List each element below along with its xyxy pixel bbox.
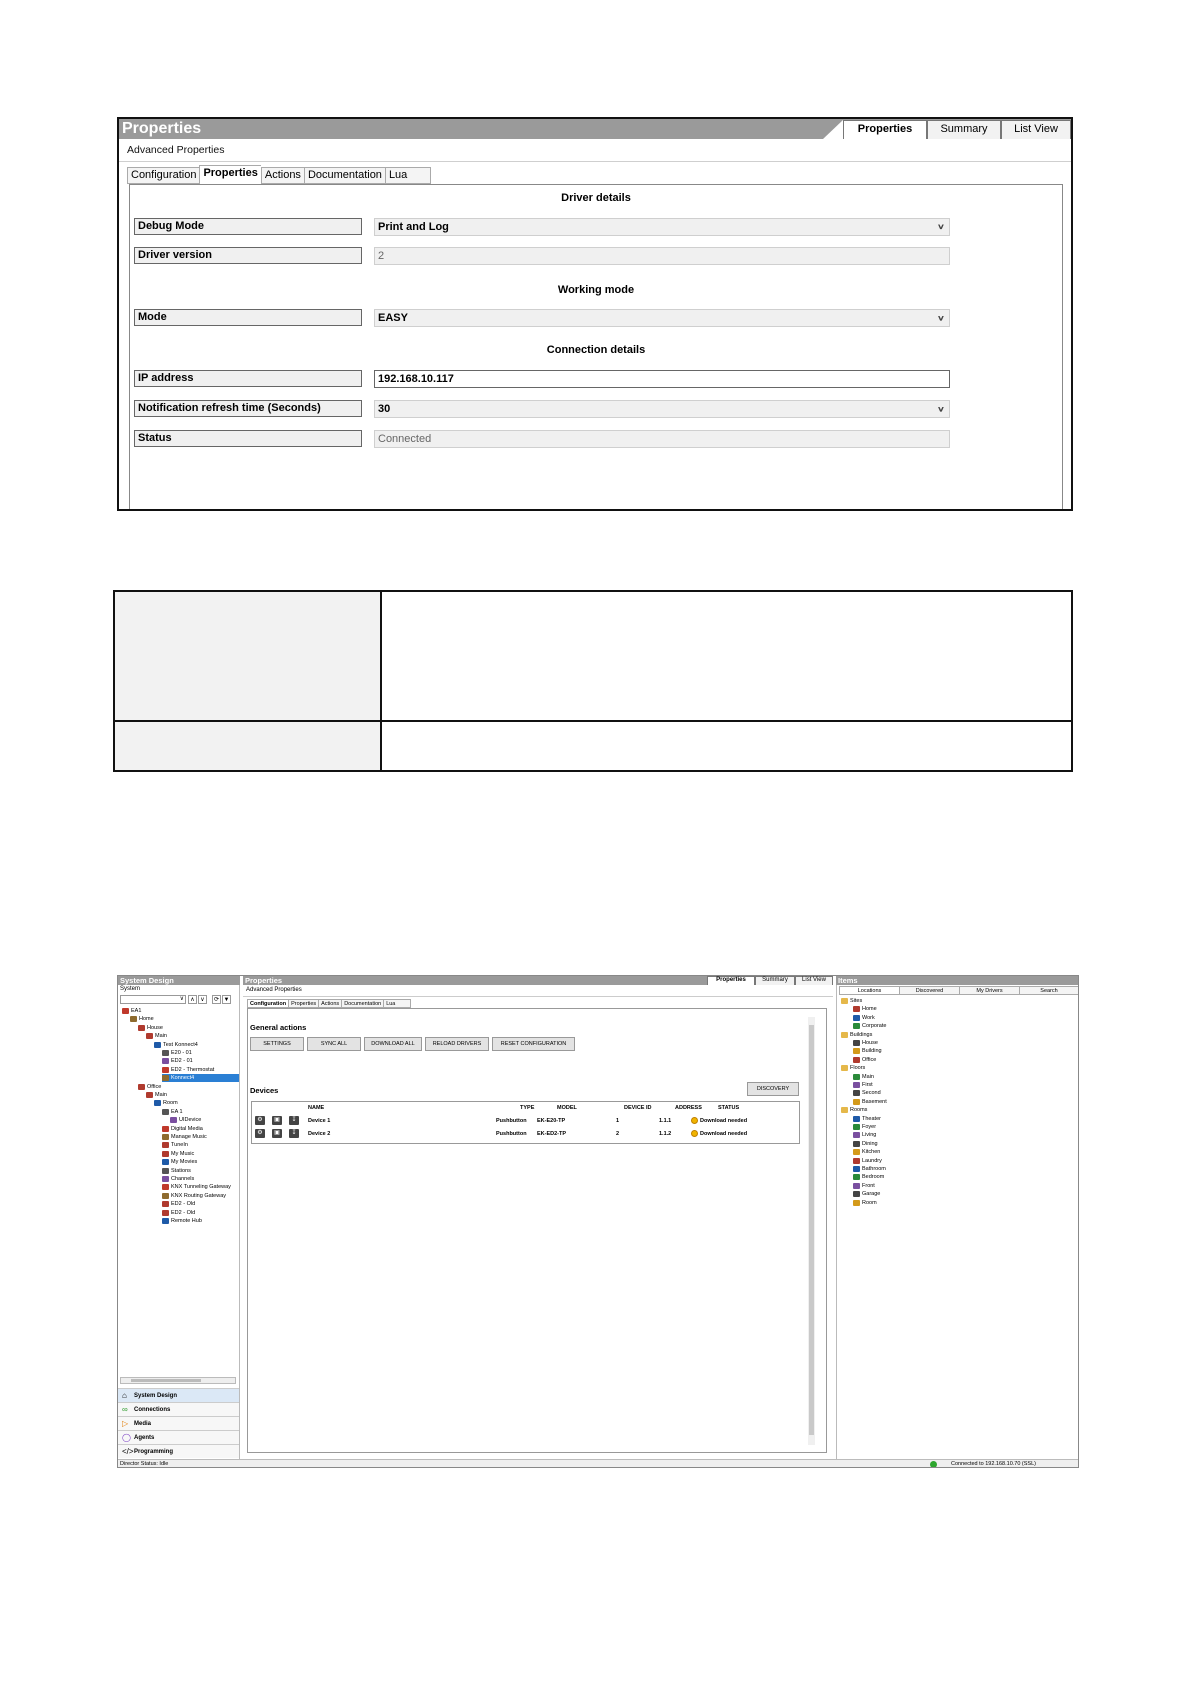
location-item[interactable]: [853, 1165, 886, 1173]
refresh-time-label: Notification refresh time (Seconds): [134, 400, 362, 417]
tree-node-icon: [146, 1033, 153, 1039]
device-status: Download needed: [700, 1118, 748, 1124]
folder-icon: [841, 1032, 848, 1038]
tree-node-label: My Movies: [171, 1159, 198, 1166]
download-icon[interactable]: ↧: [289, 1116, 299, 1125]
items-tabs: [839, 986, 1079, 995]
tree-node[interactable]: [162, 1125, 203, 1133]
properties-header-title: Properties: [245, 976, 283, 985]
tab-my-drivers[interactable]: My Drivers: [959, 986, 1019, 995]
tree-node-icon: [162, 1058, 169, 1064]
location-item[interactable]: [853, 1173, 884, 1181]
device-address: 1.1.1: [659, 1118, 672, 1124]
status-field: Connected: [374, 430, 950, 448]
location-item[interactable]: [853, 1022, 886, 1030]
device-id: 2: [616, 1131, 620, 1137]
location-label: First: [862, 1082, 873, 1088]
location-item[interactable]: [853, 1199, 877, 1207]
location-icon: [853, 1023, 860, 1029]
location-item[interactable]: [853, 1005, 877, 1013]
properties-window: [117, 117, 1073, 511]
tab-wedge: [823, 120, 843, 139]
tree-node-icon: [122, 1008, 129, 1014]
properties-tabs: [127, 167, 431, 184]
tree-node-label: Main: [155, 1092, 167, 1098]
nav-media[interactable]: [118, 1416, 239, 1430]
status-label: Status: [134, 430, 362, 447]
table-row-divider: [115, 720, 1071, 722]
tree-node[interactable]: [130, 1015, 154, 1023]
tree-node[interactable]: [162, 1192, 226, 1200]
tab-summary-view[interactable]: Summary: [927, 120, 1001, 139]
device-name: Device 2: [308, 1131, 331, 1137]
tree-node-icon: [162, 1134, 169, 1140]
tree-node-label: ED2 - Thermostat: [171, 1066, 215, 1073]
vertical-scrollbar[interactable]: [808, 1017, 815, 1445]
tree-node[interactable]: [162, 1175, 194, 1183]
tree-node-label: Channels: [171, 1176, 195, 1182]
location-icon: [853, 1132, 860, 1138]
warning-status-icon: [691, 1130, 698, 1137]
chevron-down-icon: ∨: [179, 996, 184, 1002]
nav-label: Connections: [134, 1407, 171, 1413]
tree-node-label: Konnect4: [171, 1075, 195, 1082]
agents-icon: ◯: [122, 1433, 131, 1442]
tree-node-icon: [162, 1184, 169, 1190]
composer-window: [117, 975, 1079, 1468]
device-status: Download needed: [700, 1131, 748, 1137]
devices-table: [251, 1101, 800, 1144]
tree-node-label: My Music: [171, 1150, 195, 1157]
empty-table: [113, 590, 1073, 772]
properties-tabs: [247, 999, 411, 1008]
mode-value: EASY: [378, 312, 408, 324]
tree-node-label: Office: [147, 1083, 162, 1090]
location-item[interactable]: [853, 1115, 881, 1123]
play-icon: ▷: [122, 1419, 129, 1428]
location-label: Work: [862, 1014, 875, 1021]
location-label: Office: [862, 1056, 877, 1063]
tree-node[interactable]: [154, 1041, 198, 1049]
tab-actions[interactable]: Actions: [261, 167, 304, 184]
device-name: Device 1: [308, 1118, 331, 1124]
tab-actions[interactable]: Actions: [318, 999, 341, 1008]
tab-properties-view[interactable]: Properties: [707, 976, 755, 985]
location-label: Corporate: [862, 1023, 887, 1030]
scroll-thumb[interactable]: [131, 1379, 201, 1382]
device-type: Pushbutton: [496, 1131, 527, 1137]
tree-node[interactable]: [122, 1007, 141, 1015]
tree-node-label: ED2 - Old: [171, 1201, 196, 1208]
tree-node-icon: [162, 1201, 169, 1207]
tree-node-icon: [138, 1084, 145, 1090]
tree-node-icon: [162, 1193, 169, 1199]
scroll-thumb[interactable]: [809, 1025, 814, 1435]
debug-mode-select[interactable]: [374, 218, 950, 236]
tree-node-label: ED2 - 01: [171, 1058, 193, 1065]
tree-node[interactable]: [154, 1099, 178, 1107]
connections-icon: ∞: [122, 1405, 128, 1414]
tree-node-label: EA 1: [171, 1108, 183, 1115]
tab-lua[interactable]: Lua: [383, 999, 411, 1008]
properties-pane: [243, 985, 833, 1459]
system-design-pane: [118, 985, 240, 1459]
general-actions-title: General actions: [250, 1023, 307, 1032]
tree-node-icon: [162, 1109, 169, 1115]
location-folder[interactable]: [841, 1031, 872, 1039]
tree-node[interactable]: [162, 1150, 194, 1158]
tab-documentation[interactable]: Documentation: [341, 999, 383, 1008]
filter-icon[interactable]: ▼: [223, 997, 230, 1003]
devices-title: Devices: [250, 1086, 279, 1095]
settings-icon[interactable]: ⚙: [255, 1129, 265, 1138]
tree-node-icon: [162, 1075, 169, 1081]
location-icon: [853, 1006, 860, 1012]
tree-node-icon: [154, 1042, 161, 1048]
location-folder[interactable]: [841, 997, 862, 1005]
tab-documentation[interactable]: Documentation: [304, 167, 385, 184]
location-label: Room: [862, 1199, 877, 1206]
save-icon[interactable]: ▣: [272, 1116, 282, 1125]
device-id: 1: [616, 1118, 620, 1124]
refresh-icon[interactable]: ⟳: [213, 997, 220, 1003]
location-label: Kitchen: [862, 1149, 881, 1156]
download-all-button[interactable]: DOWNLOAD ALL: [364, 1037, 422, 1051]
driver-version-field: 2: [374, 247, 950, 265]
location-label: Living: [862, 1132, 877, 1139]
tree-node-icon: [162, 1176, 169, 1182]
tree-node-icon: [162, 1142, 169, 1148]
location-icon: [853, 1099, 860, 1105]
location-icon: [853, 1040, 860, 1046]
tree-node-icon: [170, 1117, 177, 1123]
mode-label: Mode: [134, 309, 362, 326]
system-design-header: System Design: [118, 976, 240, 985]
location-label: Basement: [862, 1098, 887, 1105]
discovery-button[interactable]: DISCOVERY: [747, 1082, 799, 1096]
horizontal-scrollbar[interactable]: [120, 1377, 236, 1384]
location-icon: [853, 1183, 860, 1189]
items-pane: [836, 985, 1079, 1459]
connection-status: Connected to 192.168.10.70 (SSL): [950, 1461, 1036, 1467]
sync-all-button[interactable]: SYNC ALL: [307, 1037, 361, 1051]
location-label: Dining: [862, 1140, 878, 1147]
location-folder[interactable]: [841, 1106, 867, 1114]
settings-button[interactable]: SETTINGS: [250, 1037, 304, 1051]
tree-node[interactable]: [162, 1074, 239, 1082]
tree-node-label: EA1: [131, 1008, 142, 1014]
save-icon[interactable]: ▣: [272, 1129, 282, 1138]
col-address: ADDRESS: [675, 1105, 702, 1111]
location-label: Bathroom: [862, 1166, 886, 1172]
items-header: Items: [836, 976, 1079, 985]
tree-node-icon: [130, 1016, 137, 1022]
section-working-mode: Working mode: [557, 284, 635, 296]
tree-node[interactable]: [162, 1167, 191, 1175]
tree-node-icon: [162, 1067, 169, 1073]
code-icon: </>: [122, 1447, 134, 1456]
refresh-time-select[interactable]: [374, 400, 950, 418]
tree-node-icon: [162, 1218, 169, 1224]
tab-properties[interactable]: Properties: [199, 165, 260, 184]
tab-lua[interactable]: Lua: [385, 167, 431, 184]
section-driver-details: Driver details: [561, 192, 631, 204]
chevron-down-icon: ∨: [936, 313, 945, 323]
location-item[interactable]: [853, 1039, 878, 1047]
device-address: 1.1.2: [659, 1131, 672, 1137]
advanced-properties-label: Advanced Properties: [127, 144, 225, 156]
tree-node[interactable]: [162, 1200, 195, 1208]
location-icon: [853, 1149, 860, 1155]
location-label: Buildings: [850, 1031, 873, 1038]
tree-node[interactable]: [162, 1183, 231, 1191]
house-icon: ⌂: [122, 1391, 127, 1400]
tree-node[interactable]: [162, 1108, 183, 1116]
connected-icon: [930, 1461, 937, 1468]
location-item[interactable]: [853, 1123, 876, 1131]
tree-node-label: Room: [163, 1100, 178, 1107]
tree-node[interactable]: [138, 1083, 161, 1091]
nav-label: System Design: [134, 1393, 178, 1399]
location-label: Main: [862, 1073, 874, 1080]
tree-node-icon: [162, 1168, 169, 1174]
tree-node-icon: [154, 1100, 161, 1106]
mode-select[interactable]: [374, 309, 950, 327]
location-item[interactable]: [853, 1073, 874, 1081]
location-folder[interactable]: [841, 1064, 865, 1072]
tree-node[interactable]: [162, 1133, 207, 1141]
chevron-down-icon: ∨: [936, 404, 945, 414]
tree-node[interactable]: [162, 1217, 202, 1225]
location-item[interactable]: [853, 1190, 880, 1198]
properties-header: [243, 976, 833, 985]
warning-status-icon: [691, 1117, 698, 1124]
location-icon: [853, 1082, 860, 1088]
tab-properties[interactable]: Properties: [288, 999, 318, 1008]
location-icon: [853, 1015, 860, 1021]
col-device-id: DEVICE ID: [624, 1105, 652, 1111]
tree-node-label: E20 - 01: [171, 1050, 192, 1056]
location-label: Floors: [850, 1065, 866, 1072]
divider: [119, 161, 1071, 162]
location-label: Foyer: [862, 1124, 877, 1130]
location-label: Building: [862, 1048, 882, 1055]
folder-icon: [841, 1107, 848, 1113]
device-model: EK-E20-TP: [537, 1118, 566, 1124]
tree-node[interactable]: [162, 1209, 195, 1217]
tree-node[interactable]: [146, 1032, 167, 1040]
tree-node-label: KNX Routing Gateway: [171, 1192, 227, 1199]
col-model: MODEL: [557, 1105, 577, 1111]
table-label-column: [115, 592, 382, 770]
download-icon[interactable]: ↧: [289, 1129, 299, 1138]
tree-node-icon: [162, 1210, 169, 1216]
folder-icon: [841, 1065, 848, 1071]
folder-icon: [841, 998, 848, 1004]
tab-search[interactable]: Search: [1019, 986, 1079, 995]
tree-node-icon: [162, 1159, 169, 1165]
tab-discovered[interactable]: Discovered: [899, 986, 959, 995]
location-label: Front: [862, 1182, 875, 1189]
location-icon: [853, 1048, 860, 1054]
device-type: Pushbutton: [496, 1118, 527, 1124]
location-item[interactable]: [853, 1131, 876, 1139]
move-up-icon[interactable]: ∧: [188, 995, 197, 1004]
divider: [243, 996, 833, 997]
tree-node[interactable]: [138, 1024, 163, 1032]
chevron-down-icon: ∨: [936, 222, 945, 232]
location-item[interactable]: [853, 1182, 875, 1190]
view-tabs: [707, 976, 833, 985]
tree-node-label: ED2 - Old: [171, 1209, 196, 1216]
tree-node[interactable]: [162, 1141, 188, 1149]
tree-node-label: Test Konnect4: [163, 1041, 198, 1048]
window-title: Properties: [122, 120, 202, 137]
location-icon: [853, 1166, 860, 1172]
location-item[interactable]: [853, 1157, 882, 1165]
location-item[interactable]: [853, 1014, 875, 1022]
location-icon: [853, 1158, 860, 1164]
location-item[interactable]: [853, 1089, 881, 1097]
nav-label: Media: [134, 1421, 152, 1427]
properties-content: [129, 184, 1063, 511]
location-label: Sites: [850, 998, 863, 1004]
view-tabs: [823, 120, 1071, 139]
col-name: NAME: [308, 1105, 325, 1111]
settings-icon[interactable]: ⚙: [255, 1116, 265, 1125]
tree-node-label: KNX Tunneling Gateway: [171, 1184, 231, 1191]
device-model: EK-ED2-TP: [537, 1131, 567, 1137]
advanced-properties-label: Advanced Properties: [246, 987, 302, 993]
location-icon: [853, 1074, 860, 1080]
tab-configuration[interactable]: Configuration: [127, 167, 199, 184]
tree-node-label: TuneIn: [171, 1142, 188, 1149]
nav-label: Programming: [134, 1449, 174, 1455]
location-icon: [853, 1191, 860, 1197]
location-icon: [853, 1090, 860, 1096]
driver-version-label: Driver version: [134, 247, 362, 264]
tab-locations[interactable]: Locations: [839, 986, 899, 995]
refresh-time-value: 30: [378, 403, 391, 415]
location-icon: [853, 1174, 860, 1180]
tree-node-icon: [162, 1126, 169, 1132]
location-label: Laundry: [862, 1157, 882, 1164]
location-label: Second: [862, 1090, 881, 1097]
col-type: TYPE: [520, 1105, 535, 1111]
location-icon: [853, 1124, 860, 1130]
tree-node-icon: [146, 1092, 153, 1098]
reload-drivers-button[interactable]: RELOAD DRIVERS: [425, 1037, 489, 1051]
tree-node-label: Manage Music: [171, 1134, 207, 1140]
debug-mode-label: Debug Mode: [134, 218, 362, 235]
location-item[interactable]: [853, 1047, 882, 1055]
location-item[interactable]: [853, 1056, 876, 1064]
status-bar: [118, 1459, 1079, 1468]
director-status: Director Status: Idle: [120, 1461, 169, 1467]
title-bar: [119, 119, 1071, 139]
reset-configuration-button[interactable]: RESET CONFIGURATION: [492, 1037, 575, 1051]
location-icon: [853, 1057, 860, 1063]
tree-node-label: Digital Media: [171, 1125, 203, 1132]
location-item[interactable]: [853, 1098, 887, 1106]
system-label: System: [120, 986, 141, 992]
ip-address-label: IP address: [134, 370, 362, 387]
tab-configuration[interactable]: Configuration: [247, 999, 288, 1008]
tree-node-label: Stations: [171, 1167, 191, 1174]
location-item[interactable]: [853, 1140, 878, 1148]
location-label: Garage: [862, 1191, 881, 1198]
tree-node-icon: [138, 1025, 145, 1031]
tree-node[interactable]: [162, 1049, 192, 1057]
tree-node-label: Remote Hub: [171, 1218, 202, 1224]
nav-label: Agents: [134, 1435, 155, 1441]
tree-node-label: Home: [139, 1016, 154, 1023]
nav-agents[interactable]: [118, 1430, 239, 1444]
nav-system-design[interactable]: [118, 1388, 239, 1402]
tab-list-view[interactable]: List View: [1001, 120, 1071, 139]
location-icon: [853, 1200, 860, 1206]
tree-node-label: UIDevice: [179, 1117, 202, 1124]
location-icon: [853, 1141, 860, 1147]
configuration-content: [247, 1008, 827, 1453]
location-icon: [853, 1116, 860, 1122]
nav-connections[interactable]: [118, 1402, 239, 1416]
location-label: Theater: [862, 1115, 881, 1122]
nav-programming[interactable]: [118, 1444, 239, 1458]
tree-node-icon: [162, 1050, 169, 1056]
location-label: Rooms: [850, 1107, 868, 1114]
location-label: Home: [862, 1006, 877, 1013]
tab-properties-view[interactable]: Properties: [843, 120, 927, 139]
tree-node-label: Main: [155, 1033, 167, 1040]
move-down-icon[interactable]: ∨: [198, 995, 207, 1004]
tree-node[interactable]: [162, 1158, 197, 1166]
tree-node[interactable]: [162, 1066, 214, 1074]
tree-node[interactable]: [170, 1116, 201, 1124]
tree-node[interactable]: [162, 1057, 193, 1065]
tree-node-label: House: [147, 1024, 163, 1031]
tab-list-view[interactable]: List View: [795, 976, 833, 985]
tree-node[interactable]: [146, 1091, 167, 1099]
ip-address-input[interactable]: 192.168.10.117: [374, 370, 950, 388]
location-label: House: [862, 1040, 878, 1046]
section-connection-details: Connection details: [546, 344, 646, 356]
system-filter-combo[interactable]: [120, 995, 186, 1004]
debug-mode-value: Print and Log: [378, 221, 449, 233]
location-label: Bedroom: [862, 1174, 885, 1181]
location-item[interactable]: [853, 1148, 880, 1156]
tree-node-icon: [162, 1151, 169, 1157]
col-status: STATUS: [718, 1105, 740, 1111]
tab-summary-view[interactable]: Summary: [755, 976, 795, 985]
location-item[interactable]: [853, 1081, 873, 1089]
